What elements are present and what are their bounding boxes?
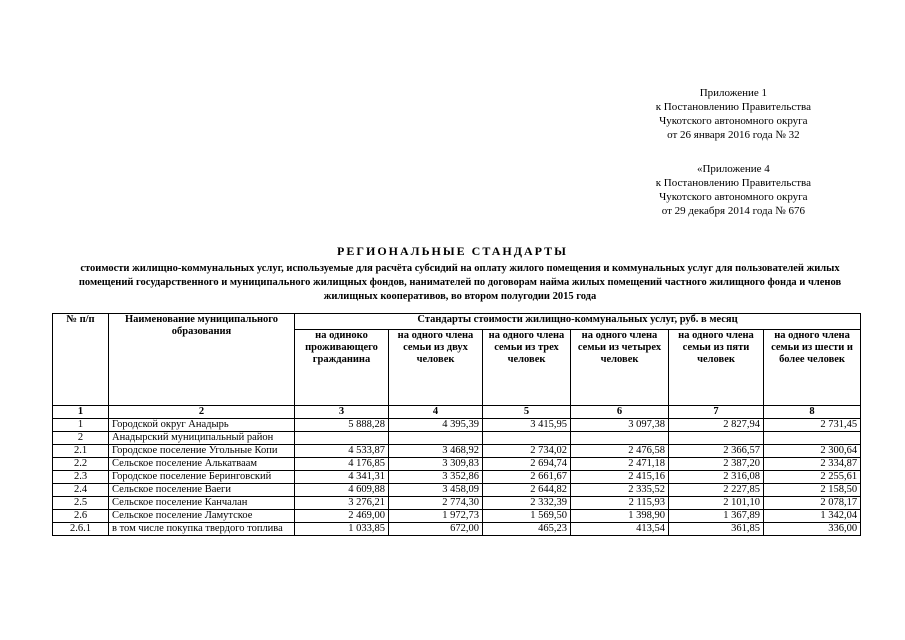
municipality-name: Сельское поселение Канчалан xyxy=(109,497,295,510)
header-family-of-five: на одного члена семьи из пяти человек xyxy=(669,330,764,406)
municipality-name: Сельское поселение Ламутское xyxy=(109,510,295,523)
standard-value: 1 342,04 xyxy=(764,510,861,523)
table-row xyxy=(53,445,861,458)
standard-value: 2 366,57 xyxy=(669,445,764,458)
standard-value: 2 694,74 xyxy=(483,458,571,471)
table-row xyxy=(53,471,861,484)
appendix-1-line: Приложение 1 xyxy=(699,87,767,99)
appendix-1-line: Чукотского автономного округа xyxy=(659,115,808,127)
standard-value: 4 609,88 xyxy=(295,484,389,497)
standards-table xyxy=(52,313,861,536)
standard-value: 3 352,86 xyxy=(389,471,483,484)
appendix-4-line: к Постановлению Правительства xyxy=(655,177,811,189)
standard-value: 465,23 xyxy=(483,523,571,536)
row-number: 1 xyxy=(53,419,109,432)
table-row xyxy=(53,523,861,536)
table-row xyxy=(53,419,861,432)
header-single-resident: на одиноко проживающего гражданина xyxy=(295,330,389,406)
standard-value: 2 332,39 xyxy=(483,497,571,510)
header-number: № п/п xyxy=(53,314,109,406)
standard-value xyxy=(389,432,483,445)
standard-value: 1 033,85 xyxy=(295,523,389,536)
standard-value: 2 471,18 xyxy=(571,458,669,471)
standard-value: 3 309,83 xyxy=(389,458,483,471)
appendix-4-block xyxy=(656,162,811,218)
header-family-of-three: на одного члена семьи из трех человек xyxy=(483,330,571,406)
header-family-of-six-plus: на одного члена семьи из шести и более человек xyxy=(764,330,861,406)
standard-value: 2 644,82 xyxy=(483,484,571,497)
column-number: 8 xyxy=(764,406,861,419)
standard-value: 4 341,31 xyxy=(295,471,389,484)
header-family-of-two: на одного члена семьи из двух человек xyxy=(389,330,483,406)
appendix-4-line: от 29 декабря 2014 года № 676 xyxy=(661,205,805,217)
municipality-name: в том числе покупка твердого топлива xyxy=(109,523,295,536)
standard-value: 2 255,61 xyxy=(764,471,861,484)
standard-value xyxy=(483,432,571,445)
header-family-of-four: на одного члена семьи из четырех человек xyxy=(571,330,669,406)
standard-value: 2 078,17 xyxy=(764,497,861,510)
column-number: 2 xyxy=(109,406,295,419)
document-subtitle: стоимости жилищно-коммунальных услуг, используемые для расчёта субсидий на оплату жилого помещения и коммунальных услуг для пользователей жилых помещений государственного и муниципального жилищных фондов, нанимателей по договорам найма жилых помещений частного жилищного фонда и членов жилищных кооперативов, во втором полугодии 2015 года xyxy=(78,263,842,302)
standard-value xyxy=(764,432,861,445)
standard-value: 413,54 xyxy=(571,523,669,536)
standard-value xyxy=(669,432,764,445)
column-number: 4 xyxy=(389,406,483,419)
header-standards-group: Стандарты стоимости жилищно-коммунальных услуг, руб. в месяц xyxy=(295,314,861,330)
standard-value: 2 335,52 xyxy=(571,484,669,497)
table-row xyxy=(53,484,861,497)
municipality-name: Городское поселение Угольные Копи xyxy=(109,445,295,458)
standard-value: 3 415,95 xyxy=(483,419,571,432)
standard-value: 3 458,09 xyxy=(389,484,483,497)
standard-value: 3 276,21 xyxy=(295,497,389,510)
standard-value: 2 734,02 xyxy=(483,445,571,458)
standard-value: 2 827,94 xyxy=(669,419,764,432)
row-number: 2.6.1 xyxy=(53,523,109,536)
row-number: 2.6 xyxy=(53,510,109,523)
standard-value: 4 176,85 xyxy=(295,458,389,471)
standard-value: 2 415,16 xyxy=(571,471,669,484)
row-number: 2.4 xyxy=(53,484,109,497)
column-number: 1 xyxy=(53,406,109,419)
appendix-1-line: к Постановлению Правительства xyxy=(655,101,811,113)
standard-value: 3 097,38 xyxy=(571,419,669,432)
standard-value: 2 774,30 xyxy=(389,497,483,510)
appendix-4-line: Чукотского автономного округа xyxy=(659,191,808,203)
standard-value: 1 367,89 xyxy=(669,510,764,523)
standard-value: 2 476,58 xyxy=(571,445,669,458)
standard-value: 2 661,67 xyxy=(483,471,571,484)
standard-value: 4 533,87 xyxy=(295,445,389,458)
standard-value: 2 316,08 xyxy=(669,471,764,484)
table-row xyxy=(53,458,861,471)
standard-value: 1 972,73 xyxy=(389,510,483,523)
municipality-name: Анадырский муниципальный район xyxy=(109,432,295,445)
appendix-1-line: от 26 января 2016 года № 32 xyxy=(667,129,800,141)
standard-value: 2 731,45 xyxy=(764,419,861,432)
row-number: 2.2 xyxy=(53,458,109,471)
column-number: 6 xyxy=(571,406,669,419)
municipality-name: Городское поселение Беринговский xyxy=(109,471,295,484)
appendix-4-line: «Приложение 4 xyxy=(696,163,770,175)
column-number-row xyxy=(53,406,861,419)
row-number: 2.3 xyxy=(53,471,109,484)
document-title: РЕГИОНАЛЬНЫЕ СТАНДАРТЫ xyxy=(337,244,568,258)
standard-value: 2 387,20 xyxy=(669,458,764,471)
municipality-name: Городской округ Анадырь xyxy=(109,419,295,432)
standard-value: 336,00 xyxy=(764,523,861,536)
standard-value: 2 101,10 xyxy=(669,497,764,510)
standard-value: 5 888,28 xyxy=(295,419,389,432)
standard-value xyxy=(571,432,669,445)
standard-value: 2 158,50 xyxy=(764,484,861,497)
standard-value: 2 115,93 xyxy=(571,497,669,510)
standard-value: 2 469,00 xyxy=(295,510,389,523)
row-number: 2.1 xyxy=(53,445,109,458)
header-municipality: Наименование муниципального образования xyxy=(109,314,295,406)
standard-value: 672,00 xyxy=(389,523,483,536)
row-number: 2 xyxy=(53,432,109,445)
table-row xyxy=(53,497,861,510)
appendix-1-block xyxy=(656,86,811,142)
standard-value: 2 334,87 xyxy=(764,458,861,471)
column-number: 5 xyxy=(483,406,571,419)
standard-value: 1 398,90 xyxy=(571,510,669,523)
column-number: 3 xyxy=(295,406,389,419)
table-row xyxy=(53,510,861,523)
row-number: 2.5 xyxy=(53,497,109,510)
municipality-name: Сельское поселение Ваеги xyxy=(109,484,295,497)
column-number: 7 xyxy=(669,406,764,419)
standard-value: 4 395,39 xyxy=(389,419,483,432)
standard-value: 2 227,85 xyxy=(669,484,764,497)
table-row xyxy=(53,432,861,445)
municipality-name: Сельское поселение Алькатваам xyxy=(109,458,295,471)
standard-value: 1 569,50 xyxy=(483,510,571,523)
standard-value: 361,85 xyxy=(669,523,764,536)
table-body xyxy=(53,406,861,536)
standard-value xyxy=(295,432,389,445)
standard-value: 3 468,92 xyxy=(389,445,483,458)
standard-value: 2 300,64 xyxy=(764,445,861,458)
